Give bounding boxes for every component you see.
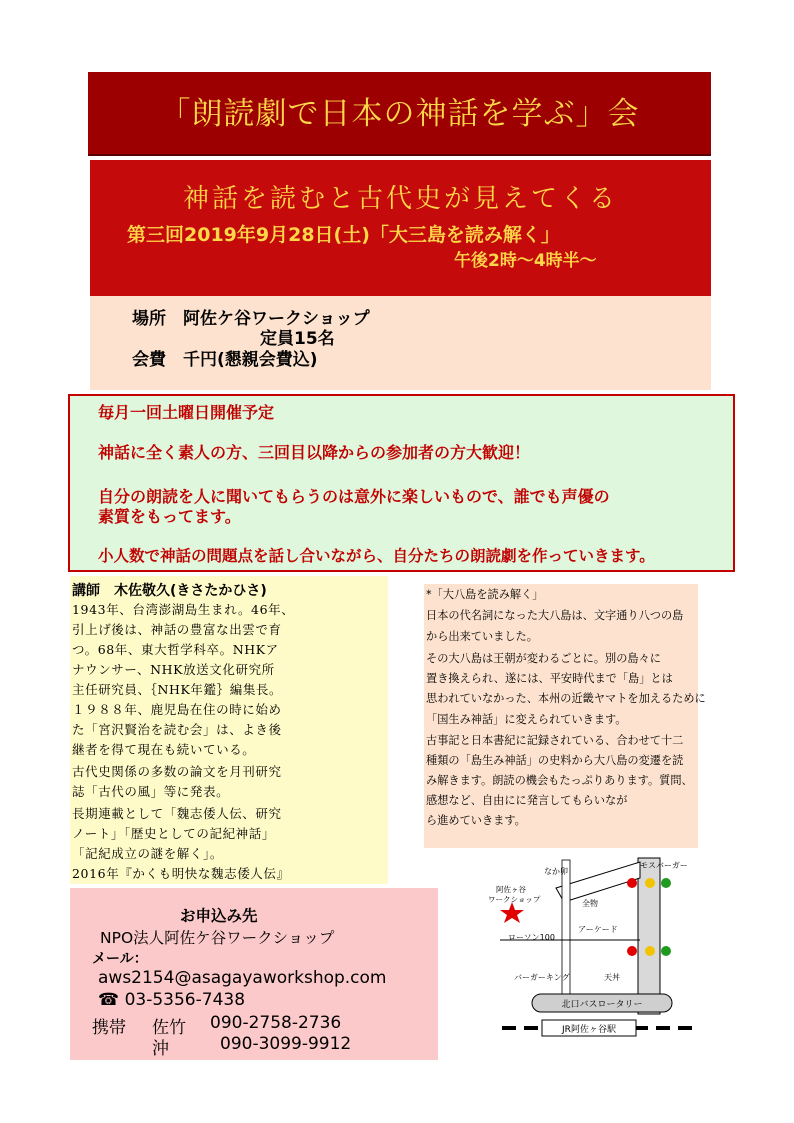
island-line: 感想など、自由にに発言してもらいなが <box>426 794 628 807</box>
mobile-label: 携帯 <box>92 1018 126 1038</box>
bio-line: 1943年、台湾澎湖島生まれ。46年、 <box>72 602 295 617</box>
island-line: ら進めていきます。 <box>426 814 526 827</box>
island-line: 日本の代名詞になった大八島は、文字通り八つの島 <box>426 609 684 622</box>
island-line: 思われていなかった、本州の近畿ヤマトを加えるために <box>426 692 706 705</box>
notice-enjoy-1: 自分の朗読を人に聞いてもらうのは意外に楽しいもので、誰でも声優の <box>98 487 610 506</box>
email-address[interactable]: aws2154@asagayaworkshop.com <box>98 968 387 988</box>
island-line: その大八島は王朝が変わるごとに。別の島々に <box>426 652 661 665</box>
traffic-light-icon <box>661 946 671 956</box>
bio-line: 継者を得て現在も続いている。 <box>72 742 256 757</box>
bio-line: つ。68年、東大哲学科卒。NHKア <box>72 642 279 657</box>
island-line: *「大八島を読み解く」 <box>426 588 544 601</box>
island-line: 古事記と日本書紀に記録されている、合わせて十二 <box>426 734 684 747</box>
bio-line: 長期連載として「魏志倭人伝、研究 <box>72 806 282 821</box>
bio-line: 2016年『かくも明快な魏志倭人伝』 <box>72 866 290 881</box>
subheader-tagline: 神話を読むと古代史が見えてくる <box>182 184 618 214</box>
email-label: メール： <box>92 951 148 967</box>
bio-line: １９８８年、鹿児島在住の時に始め <box>72 702 282 717</box>
phone-number[interactable]: 03-5356-7438 <box>124 990 246 1010</box>
traffic-light-icon <box>661 878 671 888</box>
bio-line: ナウンサー、NHK放送文化研究所 <box>72 662 275 677</box>
map-label-naka: なか卯 <box>544 867 568 876</box>
mobile-name-2: 沖 <box>152 1039 169 1059</box>
phone-row <box>98 990 245 1010</box>
map-label-lawson: ローソン100 <box>508 933 555 942</box>
island-line: 「国生み神話」に変えられていきます。 <box>426 713 627 726</box>
access-map <box>444 850 706 1046</box>
traffic-light-icon <box>627 878 637 888</box>
bio-line: 「記紀成立の謎を解く」。 <box>72 846 223 861</box>
station-label: JR阿佐ヶ谷駅 <box>562 1025 616 1035</box>
map-label-shop2: ワークショップ <box>488 895 541 904</box>
island-section <box>424 584 706 848</box>
bio-line: 誌「古代の風」等に発表。 <box>72 784 230 799</box>
mobile-number-1[interactable]: 090-2758-2736 <box>210 1013 342 1033</box>
contact-heading: お申込み先 <box>180 907 258 925</box>
phone-icon: ☎ <box>98 990 120 1010</box>
notice-discuss: 小人数で神話の問題点を話し合いながら、自分たちの朗読劇を作っていきます。 <box>98 546 655 565</box>
map-label-arcade: アーケード <box>578 925 618 934</box>
bio-line: ノート」「歴史としての記紀神話」 <box>72 826 275 841</box>
bio-line: た「宮沢賢治を読む会」は、よき後 <box>72 722 282 737</box>
map-label-shop: 阿佐ヶ谷 <box>496 885 526 894</box>
mobile-number-2[interactable]: 090-3099-9912 <box>220 1034 352 1054</box>
bio-line: 主任研究員、｛NHK年鑑｝編集長。 <box>72 682 283 697</box>
bio-line: 古代史関係の多数の論文を月刊研究 <box>72 764 282 779</box>
map-label-mos: モスバーガー <box>640 861 688 870</box>
notice-monthly: 毎月一回土曜日開催予定 <box>98 403 275 422</box>
event-time: 午後2時～4時半～ <box>454 251 597 271</box>
island-line: 種類の「島生み神話」の史料から大八島の変遷を読 <box>426 754 684 767</box>
traffic-light-icon <box>645 878 655 888</box>
bio-line: 引上げ後は、神話の豊富な出雲で育 <box>72 622 282 637</box>
venue-capacity: 定員15名 <box>260 329 335 349</box>
island-line: 置き換えられ、遂には、平安時代まで「島」とは <box>426 672 673 685</box>
venue-place: 場所 阿佐ケ谷ワークショップ <box>132 309 370 329</box>
traffic-light-icon <box>627 946 637 956</box>
notice-enjoy-2: 素質をもってます。 <box>98 507 241 526</box>
rotary-label: 北口バスロータリー <box>561 1000 643 1010</box>
island-line: から出来ていました。 <box>426 630 538 643</box>
contact-org: NPO法人阿佐ケ谷ワークショップ <box>100 929 335 947</box>
island-line: み解きます。朗読の機会もたっぷりあります。質問、 <box>426 774 693 787</box>
side-street <box>562 860 570 1008</box>
lecturer-section <box>70 576 388 884</box>
map-label-tenya: 天丼 <box>604 973 620 982</box>
notice-section <box>68 394 735 572</box>
map-label-burger: バーガーキング <box>514 973 570 982</box>
lecturer-name: 講師 木佐敬久(きさたかひさ) <box>72 583 267 599</box>
venue-section <box>90 296 711 390</box>
mobile-name-1: 佐竹 <box>152 1018 186 1038</box>
contact-section <box>70 888 438 1060</box>
workshop-star-icon <box>500 902 524 923</box>
venue-fee: 会費 千円(懇親会費込) <box>132 350 318 370</box>
map-label-zenmotsu: 全物 <box>582 899 598 908</box>
page-title: 「朗読劇で日本の神話を学ぶ」会 <box>159 96 640 132</box>
event-date: 第三回2019年9月28日(土)「大三島を読み解く」 <box>127 224 560 246</box>
traffic-light-icon <box>645 946 655 956</box>
notice-welcome: 神話に全く素人の方、三回目以降からの参加者の方大歓迎！ <box>98 443 531 462</box>
